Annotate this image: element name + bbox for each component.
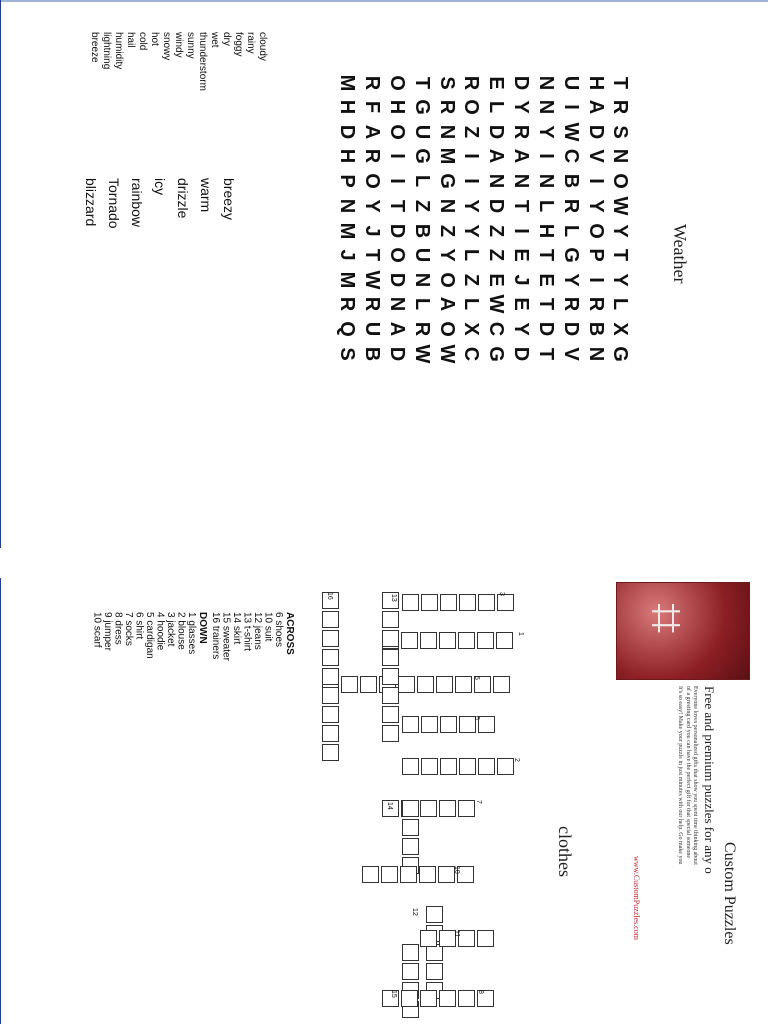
crossword-cell[interactable]: [382, 687, 399, 704]
grid-letter: N: [535, 99, 557, 115]
grid-letter: D: [585, 124, 607, 140]
grid-letter: Y: [609, 224, 631, 238]
grid-letter: L: [535, 199, 557, 213]
grid-letter: L: [460, 248, 482, 262]
across-clue: 10 suit: [262, 612, 274, 642]
crossword-cell[interactable]: [322, 725, 339, 742]
grid-letter: N: [436, 198, 458, 214]
cell-number: 14: [386, 802, 393, 810]
grid-letter: G: [609, 346, 631, 362]
grid-letter: I: [510, 228, 532, 234]
cell-number: 6: [473, 716, 480, 720]
grid-letter: R: [361, 148, 383, 164]
grid-letter: I: [386, 178, 408, 184]
grid-letter: X: [609, 322, 631, 336]
ad-url: www.CustomPuzzles.com: [632, 856, 641, 940]
grid-letter: Y: [510, 322, 532, 336]
grid-letter: Y: [460, 199, 482, 213]
handwritten-word: rainbow: [129, 178, 145, 228]
handwritten-word: blizzard: [83, 178, 99, 227]
crossword-cell[interactable]: [382, 649, 399, 666]
grid-letter: D: [510, 346, 532, 362]
grid-letter: G: [436, 173, 458, 189]
crossword-cell[interactable]: [362, 866, 379, 883]
grid-letter: Z: [460, 273, 482, 287]
grid-letter: A: [510, 148, 532, 164]
grid-letter: R: [436, 99, 458, 115]
grid-letter: J: [361, 225, 383, 237]
grid-letter: B: [585, 321, 607, 337]
across-clue: 14 skirt: [231, 612, 242, 645]
across-clue: 12 jeans: [252, 612, 263, 650]
word-list-item: hail: [125, 32, 136, 48]
grid-letter: O: [386, 247, 408, 263]
grid-letter: S: [436, 76, 458, 90]
grid-letter: U: [411, 124, 433, 140]
word-list-item: breeze: [89, 32, 100, 63]
word-list-item: snowy: [161, 32, 172, 61]
crossword-cell[interactable]: [417, 676, 434, 693]
crossword-cell[interactable]: [420, 930, 437, 947]
grid-letter: L: [411, 174, 433, 188]
across-clue: 6 shoes: [273, 612, 284, 648]
grid-letter: L: [485, 100, 507, 114]
down-clue: 10 scarf: [91, 612, 103, 648]
grid-letter: U: [560, 75, 582, 91]
down-clue: 3 jacket: [165, 612, 176, 647]
grid-letter: O: [436, 272, 458, 288]
crossword-cell[interactable]: [400, 866, 417, 883]
handwritten-word: Tornado: [106, 178, 122, 229]
grid-letter: O: [609, 173, 631, 189]
word-list-item: dry: [221, 32, 232, 46]
word-list-item: hot: [149, 32, 160, 46]
grid-letter: M: [336, 74, 358, 92]
grid-letter: H: [585, 75, 607, 91]
ad-blurb-line-1: Everyone loves personalized gifts that show you spent time thinking about: [692, 686, 698, 865]
down-clue: 8 dress: [112, 612, 124, 645]
word-list-item: rainy: [245, 32, 256, 54]
crossword-cell[interactable]: [421, 758, 438, 775]
crossword-cell[interactable]: [439, 800, 456, 817]
crossword-cell[interactable]: [402, 838, 419, 855]
grid-letter: G: [411, 99, 433, 115]
grid-letter: Y: [510, 100, 532, 114]
grid-letter: I: [585, 277, 607, 283]
grid-letter: D: [485, 198, 507, 214]
grid-letter: O: [386, 75, 408, 91]
grid-letter: R: [411, 321, 433, 337]
grid-letter: O: [386, 124, 408, 140]
crossword-cell[interactable]: [478, 716, 495, 733]
crossword-cell[interactable]: [478, 758, 495, 775]
grid-letter: G: [560, 247, 582, 263]
grid-letter: I: [460, 178, 482, 184]
crossword-cell[interactable]: [497, 594, 514, 611]
grid-letter: H: [336, 148, 358, 164]
grid-letter: E: [535, 273, 557, 287]
crossword-cell[interactable]: [455, 676, 472, 693]
down-clue: 1 glasses: [186, 612, 197, 655]
cell-number: 11: [453, 930, 460, 938]
crossword-cell[interactable]: [322, 706, 339, 723]
grid-letter: Y: [609, 273, 631, 287]
handwritten-word: breezy: [221, 178, 237, 221]
grid-letter: S: [609, 125, 631, 139]
grid-letter: H: [336, 99, 358, 115]
grid-letter: J: [336, 249, 358, 261]
word-list-item: cold: [137, 32, 148, 51]
grid-letter: E: [485, 76, 507, 90]
grid-letter: I: [560, 104, 582, 110]
crossword-cell[interactable]: [420, 800, 437, 817]
across-clue: 15 sweater: [220, 612, 232, 661]
crossword-cell[interactable]: [459, 758, 476, 775]
grid-letter: T: [411, 76, 433, 90]
crossword-cell[interactable]: [322, 744, 339, 761]
cell-number: 10: [453, 866, 460, 874]
grid-letter: G: [411, 148, 433, 164]
grid-letter: E: [510, 248, 532, 262]
crossword-cell[interactable]: [458, 930, 475, 947]
crossword-cell[interactable]: [426, 963, 443, 980]
grid-letter: N: [436, 124, 458, 140]
crossword-cell[interactable]: [402, 594, 419, 611]
crossword-cell[interactable]: [402, 944, 419, 961]
grid-letter: A: [361, 124, 383, 140]
grid-letter: D: [535, 321, 557, 337]
grid-letter: R: [609, 99, 631, 115]
grid-letter: F: [361, 100, 383, 114]
cell-number: 1: [517, 632, 524, 636]
grid-letter: I: [585, 178, 607, 184]
cell-number: 16: [326, 592, 333, 600]
handwritten-word: drizzle: [175, 178, 191, 219]
grid-letter: Z: [436, 224, 458, 238]
weather-title: Weather: [670, 224, 690, 284]
grid-letter: A: [386, 321, 408, 337]
grid-letter: D: [386, 223, 408, 239]
grid-letter: R: [510, 124, 532, 140]
grid-letter: U: [361, 321, 383, 337]
down-clue: 9 jumper: [102, 612, 113, 651]
crossword-cell[interactable]: [496, 632, 513, 649]
grid-letter: H: [386, 99, 408, 115]
crossword-cell[interactable]: [402, 819, 419, 836]
grid-letter: Z: [485, 248, 507, 262]
grid-letter: G: [485, 346, 507, 362]
grid-letter: R: [560, 296, 582, 312]
crossword-cell[interactable]: [402, 716, 419, 733]
grid-letter: N: [336, 198, 358, 214]
grid-letter: R: [361, 75, 383, 91]
crossword-cell[interactable]: [402, 963, 419, 980]
crossword-cell[interactable]: [458, 990, 475, 1007]
grid-letter: N: [386, 296, 408, 312]
across-clue: 13 t-shirt: [241, 612, 253, 651]
cell-number: 15: [390, 990, 397, 998]
grid-letter: W: [361, 270, 383, 290]
grid-letter: C: [485, 321, 507, 337]
grid-letter: A: [485, 148, 507, 164]
grid-letter: N: [485, 173, 507, 189]
grid-letter: T: [535, 297, 557, 311]
grid-letter: T: [535, 248, 557, 262]
grid-letter: M: [336, 222, 358, 240]
cell-number: 13: [390, 594, 397, 602]
crossword-cell[interactable]: [322, 630, 339, 647]
crossword-cell[interactable]: [382, 725, 399, 742]
crossword-cell[interactable]: [420, 990, 437, 1007]
cell-number: 2: [513, 758, 520, 762]
grid-letter: V: [560, 347, 582, 361]
grid-letter: Y: [436, 248, 458, 262]
across-clue: 16 trainers: [210, 612, 221, 660]
grid-letter: J: [510, 274, 532, 286]
word-list-item: lightning: [101, 32, 112, 70]
grid-letter: M: [336, 271, 358, 289]
grid-letter: N: [585, 346, 607, 362]
grid-letter: Y: [585, 199, 607, 213]
grid-letter: P: [585, 248, 607, 262]
grid-letter: L: [411, 297, 433, 311]
grid-letter: T: [510, 199, 532, 213]
crossword-cell[interactable]: [420, 632, 437, 649]
crossword-cell[interactable]: [382, 668, 399, 685]
grid-letter: Y: [361, 199, 383, 213]
grid-letter: L: [609, 297, 631, 311]
word-list-item: humidity: [113, 32, 124, 70]
crossword-cell[interactable]: [477, 632, 494, 649]
cell-number: 5: [473, 676, 480, 680]
grid-letter: R: [560, 198, 582, 214]
crossword-cell[interactable]: [440, 594, 457, 611]
grid-letter: T: [535, 347, 557, 361]
grid-letter: I: [386, 153, 408, 159]
crossword-cell[interactable]: [436, 676, 453, 693]
crossword-cell[interactable]: [382, 630, 399, 647]
down-clue: 7 socks: [123, 612, 134, 646]
grid-letter: T: [361, 248, 383, 262]
grid-letter: W: [560, 122, 582, 142]
crossword-cell[interactable]: [382, 611, 399, 628]
crossword-cell[interactable]: [322, 611, 339, 628]
grid-letter: Z: [411, 199, 433, 213]
grid-letter: W: [411, 344, 433, 364]
grid-letter: Z: [460, 125, 482, 139]
grid-letter: L: [460, 297, 482, 311]
grid-letter: E: [485, 273, 507, 287]
page-edge-top: [0, 0, 1, 548]
logo-image: [616, 582, 750, 680]
crossword-cell[interactable]: [341, 676, 358, 693]
crossword-cell[interactable]: [497, 758, 514, 775]
grid-letter: D: [560, 321, 582, 337]
grid-letter: R: [361, 296, 383, 312]
grid-letter: O: [460, 99, 482, 115]
ad-subtitle: Free and premium puzzles for any o: [702, 686, 717, 874]
grid-letter: C: [460, 346, 482, 362]
crossword-cell[interactable]: [401, 632, 418, 649]
grid-letter: D: [485, 124, 507, 140]
grid-letter: N: [510, 173, 532, 189]
grid-letter: M: [436, 147, 458, 165]
crossword-cell[interactable]: [401, 990, 418, 1007]
grid-letter: I: [460, 153, 482, 159]
top-edge: [0, 0, 768, 2]
grid-letter: B: [560, 173, 582, 189]
grid-letter: L: [560, 224, 582, 238]
grid-letter: U: [411, 247, 433, 263]
grid-letter: I: [535, 153, 557, 159]
word-list-item: cloudy: [257, 32, 268, 61]
grid-letter: N: [535, 173, 557, 189]
grid-letter: D: [386, 272, 408, 288]
crossword-cell[interactable]: [421, 716, 438, 733]
crossword-cell[interactable]: [402, 758, 419, 775]
crossword-cell[interactable]: [439, 632, 456, 649]
grid-letter: Y: [560, 273, 582, 287]
crossword-cell[interactable]: [478, 594, 495, 611]
grid-letter: D: [510, 75, 532, 91]
grid-letter: A: [436, 296, 458, 312]
grid-letter: T: [386, 199, 408, 213]
down-clue: 5 cardigan: [144, 612, 155, 659]
crossword-cell[interactable]: [322, 649, 339, 666]
cell-number: 7: [475, 800, 482, 804]
grid-letter: P: [336, 174, 358, 188]
cell-number: 3: [498, 592, 505, 596]
crossword-cell[interactable]: [360, 676, 377, 693]
grid-letter: B: [411, 223, 433, 239]
ad-blurb-line-3: It's so easy! Make your puzzle in just minutes with our help. Go make you: [677, 686, 683, 865]
grid-letter: T: [609, 76, 631, 90]
grid-letter: R: [460, 75, 482, 91]
grid-letter: N: [535, 75, 557, 91]
grid-letter: O: [436, 321, 458, 337]
word-list-item: thunderstorm: [197, 32, 208, 91]
crossword-cell[interactable]: [459, 594, 476, 611]
crossword-cell[interactable]: [439, 990, 456, 1007]
grid-letter: R: [585, 296, 607, 312]
crossword-cell[interactable]: [322, 668, 339, 685]
grid-letter: Q: [336, 321, 358, 337]
crossword-cell[interactable]: [458, 632, 475, 649]
grid-letter: H: [535, 223, 557, 239]
crossword-cell[interactable]: [421, 594, 438, 611]
handwritten-word: icy: [152, 178, 168, 196]
down-clue: 4 hoodie: [154, 612, 166, 651]
crossword-cell[interactable]: [398, 676, 415, 693]
grid-letter: Z: [485, 224, 507, 238]
grid-letter: A: [585, 99, 607, 115]
grid-letter: N: [609, 148, 631, 164]
grid-letter: X: [460, 322, 482, 336]
grid-letter: O: [361, 173, 383, 189]
word-list-item: foggy: [233, 32, 244, 57]
grid-letter: B: [361, 346, 383, 362]
crossword-cell[interactable]: [382, 706, 399, 723]
crossword-cell[interactable]: [477, 930, 494, 947]
grid-letter: C: [560, 148, 582, 164]
grid-letter: W: [485, 294, 507, 314]
grid-letter: V: [585, 149, 607, 163]
cell-number: 12: [411, 908, 418, 916]
crossword-cell[interactable]: [493, 676, 510, 693]
across-header: ACROSS: [284, 612, 295, 655]
down-clue: 6 shirt: [133, 612, 145, 640]
crossword-cell[interactable]: [419, 866, 436, 883]
grid-letter: D: [336, 124, 358, 140]
crossword-cell[interactable]: [458, 800, 475, 817]
grid-letter: N: [411, 272, 433, 288]
down-clue: 2 blouse: [175, 612, 187, 650]
clothes-title: clothes: [555, 826, 575, 877]
crossword-cell[interactable]: [402, 800, 419, 817]
grid-letter: O: [585, 223, 607, 239]
word-list-item: sunny: [185, 32, 196, 59]
word-list-item: windy: [173, 32, 184, 58]
crossword-cell[interactable]: [381, 866, 398, 883]
ad-brand: Custom Puzzles: [721, 842, 738, 945]
grid-letter: R: [336, 296, 358, 312]
grid-letter: Y: [535, 125, 557, 139]
crossword-cell[interactable]: [322, 687, 339, 704]
grid-letter: W: [436, 344, 458, 364]
grid-letter: Y: [460, 224, 482, 238]
cell-number: 8: [477, 990, 484, 994]
puzzle-logo-icon: ⌗: [635, 603, 698, 634]
grid-letter: T: [609, 248, 631, 262]
crossword-cell[interactable]: [440, 716, 457, 733]
grid-letter: D: [386, 346, 408, 362]
crossword-cell[interactable]: [440, 758, 457, 775]
handwritten-word: warm: [198, 178, 214, 213]
down-header: DOWN: [197, 612, 208, 644]
grid-letter: W: [609, 196, 631, 216]
page-edge-bottom: [0, 578, 1, 1024]
grid-letter: S: [336, 347, 358, 361]
grid-letter: E: [510, 297, 532, 311]
crossword-cell[interactable]: [426, 906, 443, 923]
word-list-item: wet: [209, 32, 220, 48]
ad-blurb-line-2: of a greeting card you can have the perfect gift for that special someone: [685, 686, 691, 859]
